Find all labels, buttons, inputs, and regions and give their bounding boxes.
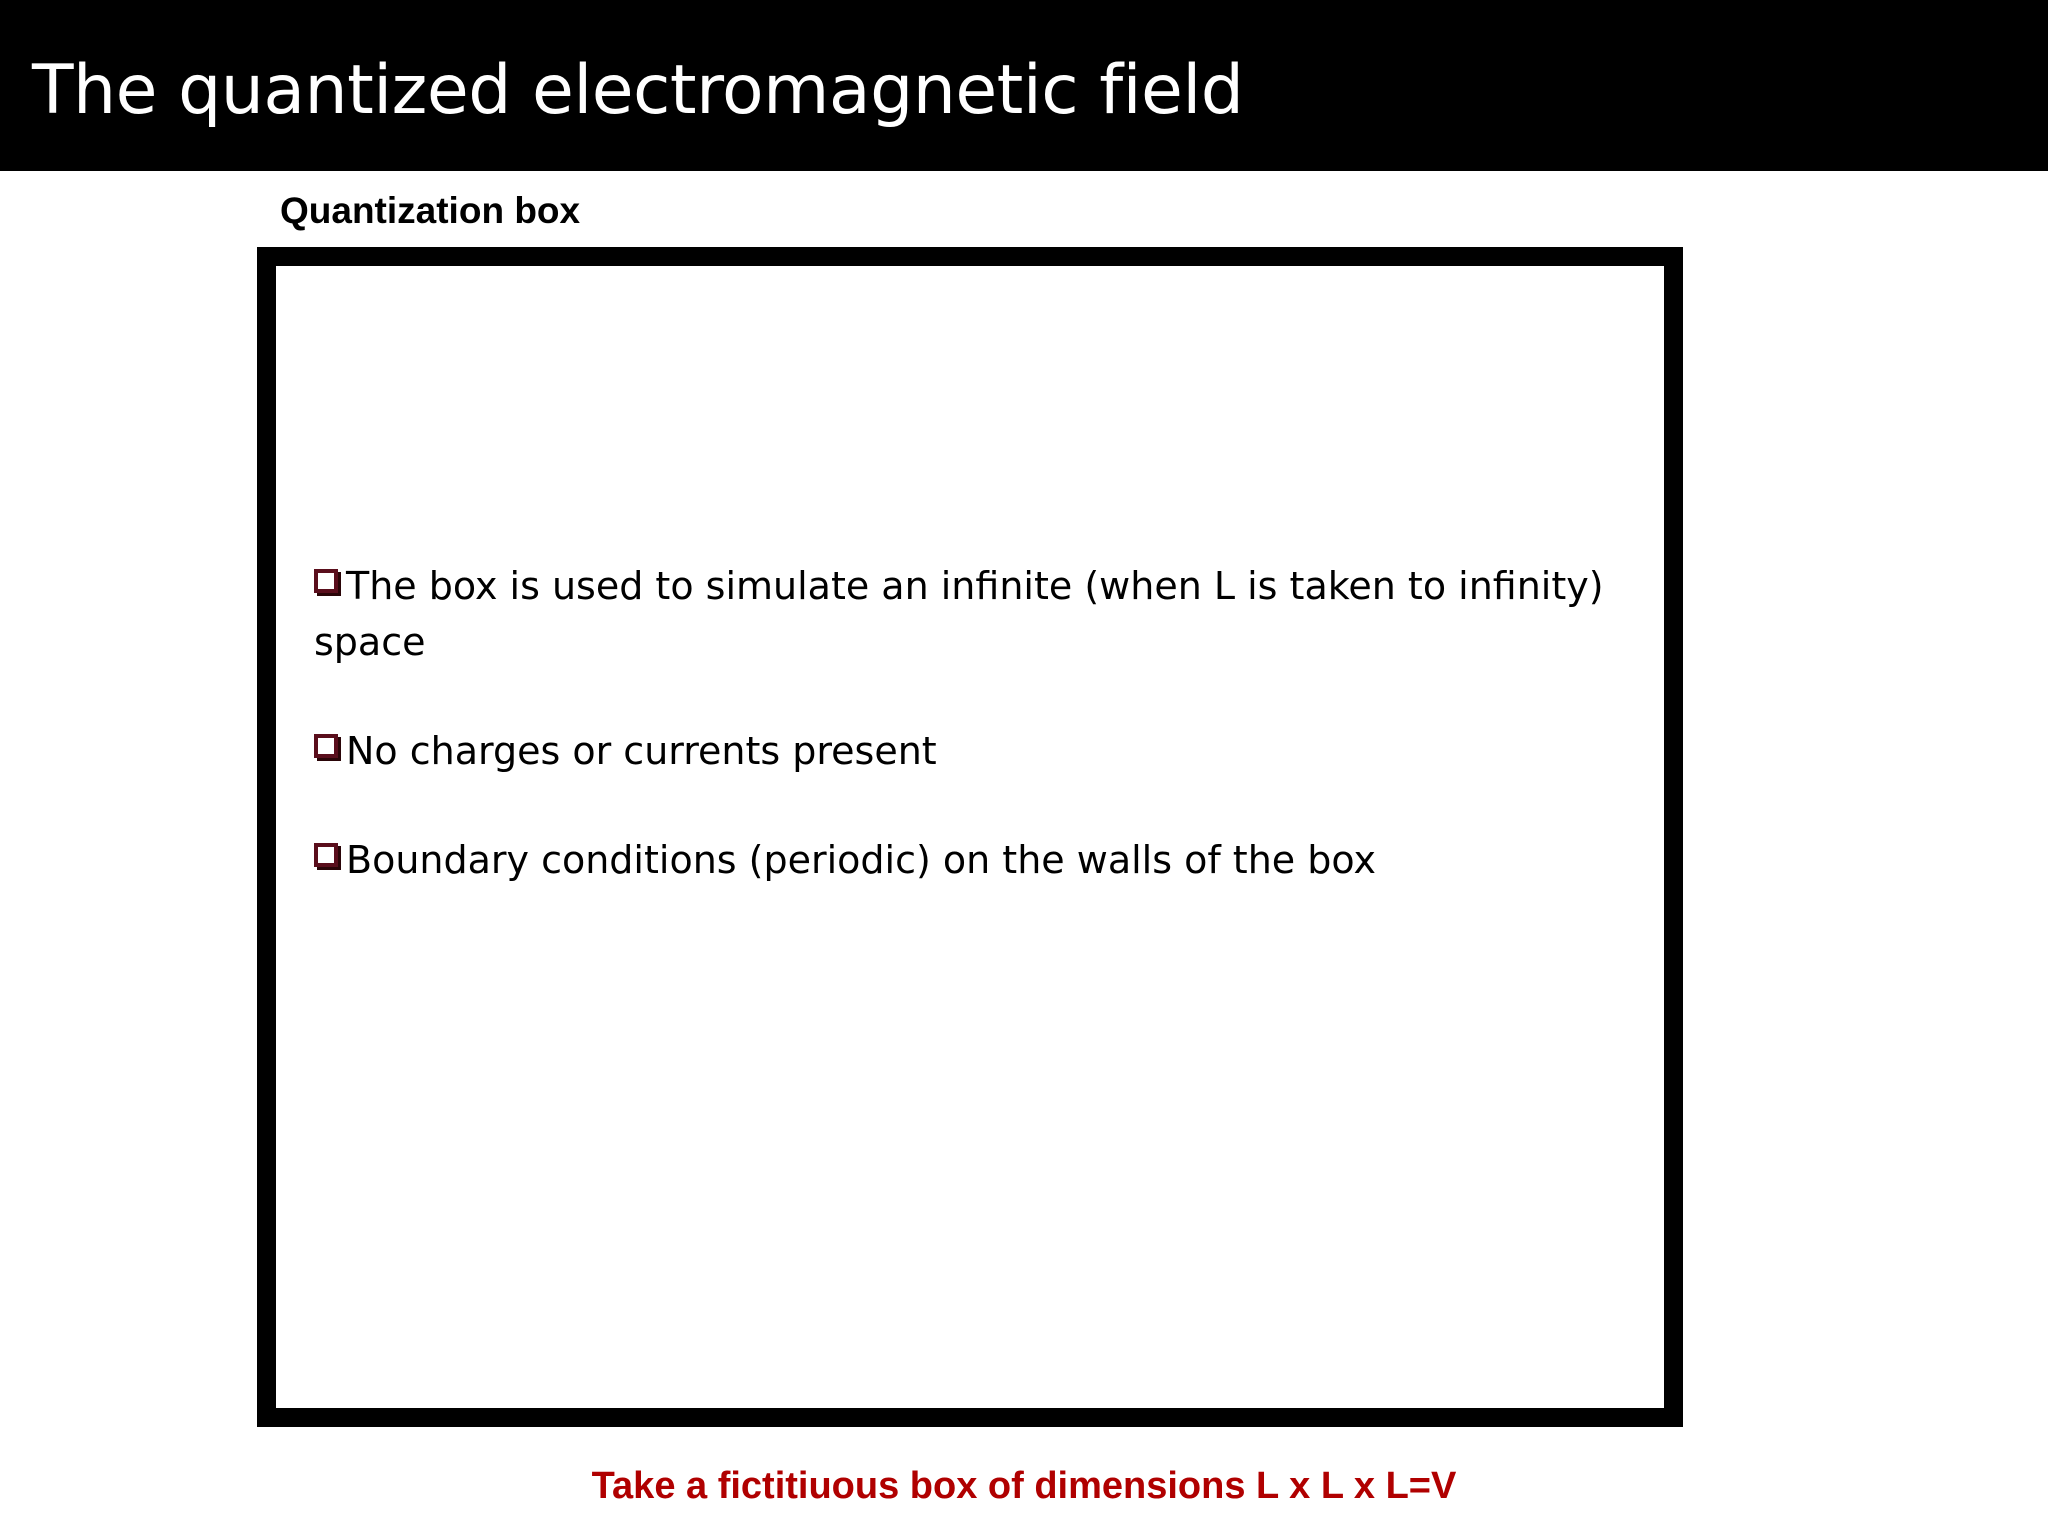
list-item (314, 558, 1614, 670)
checkbox-bullet-icon (314, 843, 338, 867)
list-item (314, 723, 1614, 779)
quantization-box-label: Quantization box (280, 190, 581, 231)
checkbox-bullet-icon (314, 569, 338, 593)
bullet-text: No charges or currents present (346, 729, 937, 773)
bullet-list (314, 558, 1614, 941)
footer-caption: Take a fictitiuous box of dimensions L x L x L=V (591, 1465, 1457, 1507)
slide-title: The quantized electromagnetic field (32, 51, 1244, 130)
checkbox-bullet-icon (314, 734, 338, 758)
list-item (314, 832, 1614, 888)
bullet-text: The box is used to simulate an infinite (when L is taken to infinity) space (314, 564, 1604, 664)
bullet-text: Boundary conditions (periodic) on the walls of the box (346, 838, 1376, 882)
